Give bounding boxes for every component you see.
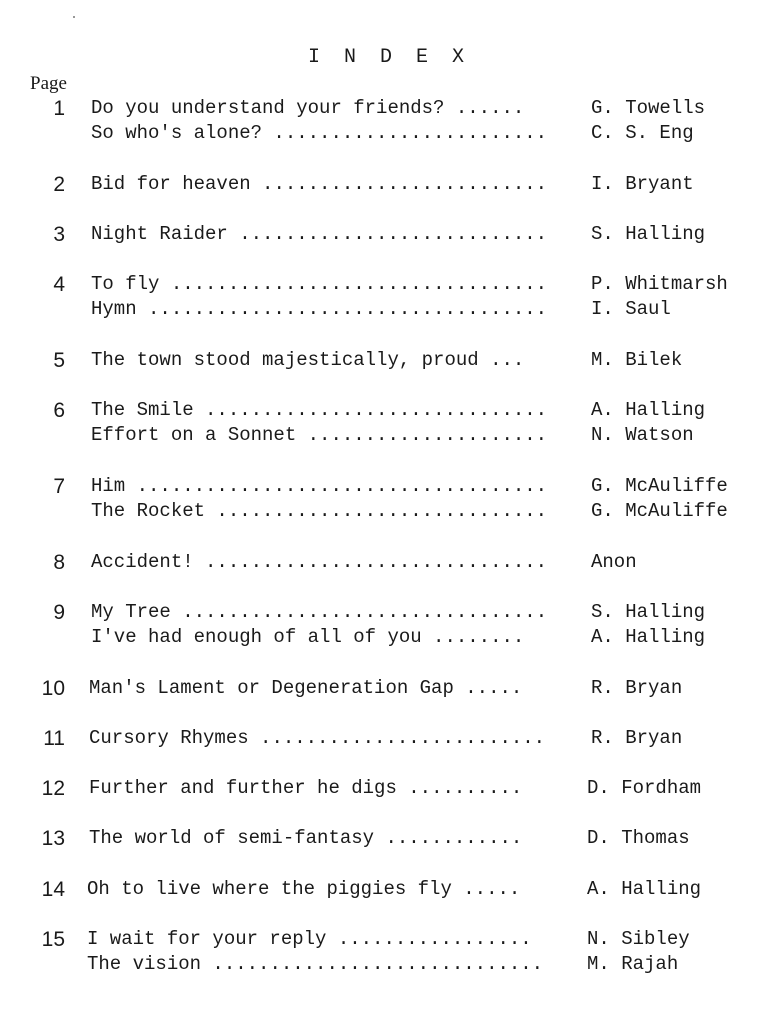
dot-leader: ................. [326, 928, 532, 950]
entry-author: M. Bilek [591, 349, 683, 371]
entry-title: The vision [87, 953, 202, 975]
dot-leader: .................................... [125, 475, 548, 497]
entry-title-line [91, 625, 524, 650]
dot-leader: ......................... [250, 173, 548, 195]
entry-title-line [87, 877, 520, 902]
index-title [0, 46, 772, 69]
dot-leader: .............................. [193, 399, 548, 421]
entry-title: Man's Lament or Degeneration Gap [89, 677, 454, 699]
entry-author: S. Halling [591, 223, 706, 245]
entry-title-line [91, 348, 524, 373]
entry-title-line [91, 600, 547, 625]
page-number: 8 [53, 551, 65, 574]
dot-leader: ........ [421, 626, 525, 648]
entry-title-line [91, 272, 547, 297]
page-number: 10 [41, 677, 65, 700]
entry-author: G. McAuliffe [591, 475, 728, 497]
entry-title-line [91, 121, 547, 146]
entry-author: D. Fordham [587, 777, 702, 799]
page-number: 2 [53, 173, 65, 196]
entry-author: A. Halling [591, 626, 706, 648]
entry-title: Effort on a Sonnet [91, 424, 297, 446]
entry-title: The town stood majestically, proud [91, 349, 479, 371]
dot-leader: ..... [453, 677, 523, 699]
entry-title-line [89, 676, 522, 701]
entry-title: The Smile [91, 399, 194, 421]
entry-title-line [91, 297, 547, 322]
entry-title-line [91, 172, 547, 197]
dot-leader: ......................... [248, 727, 546, 749]
entry-author: N. Sibley [587, 928, 690, 950]
page-number: 4 [53, 273, 65, 296]
entry-author: C. S. Eng [591, 122, 694, 144]
entry-author: N. Watson [591, 424, 694, 446]
entry-title: Oh to live where the piggies fly [87, 878, 452, 900]
entry-title: Bid for heaven [91, 173, 251, 195]
entry-title-line [91, 398, 547, 423]
entry-title-line [87, 952, 543, 977]
entry-title: I wait for your reply [87, 928, 327, 950]
entry-author: P. Whitmarsh [591, 273, 728, 295]
dot-leader: ... [478, 349, 525, 371]
entry-title-line [89, 726, 545, 751]
page-number: 12 [41, 777, 65, 800]
entry-title-line [89, 826, 522, 851]
entry-title: I've had enough of all of you [91, 626, 422, 648]
dot-leader: .......... [396, 777, 523, 799]
entry-title: So who's alone? [91, 122, 263, 144]
dot-leader: ................................. [159, 273, 548, 295]
entry-author: G. McAuliffe [591, 500, 728, 522]
dot-leader: .............................. [193, 551, 548, 573]
page-number: 9 [53, 601, 65, 624]
entry-title-line [91, 222, 547, 247]
page-column-label: Page [30, 73, 67, 94]
entry-title-line [91, 96, 524, 121]
entry-title: Night Raider [91, 223, 228, 245]
entry-title: Him [91, 475, 126, 497]
entry-author: M. Rajah [587, 953, 679, 975]
entry-author: S. Halling [591, 601, 706, 623]
entry-author: Anon [591, 551, 637, 573]
entry-title-line [91, 499, 547, 524]
page-number: 6 [53, 399, 65, 422]
page-number: 13 [41, 827, 65, 850]
entry-author: I. Bryant [591, 173, 694, 195]
entry-author: R. Bryan [591, 727, 683, 749]
entry-author: A. Halling [587, 878, 702, 900]
entry-author: I. Saul [591, 298, 671, 320]
entry-title: My Tree [91, 601, 171, 623]
dot-leader: ........................ [262, 122, 548, 144]
page-number: 7 [53, 475, 65, 498]
entry-author: G. Towells [591, 97, 706, 119]
dot-leader: ............ [374, 827, 523, 849]
entry-title: Cursory Rhymes [89, 727, 249, 749]
dot-leader: ...... [444, 97, 525, 119]
dot-leader: ............................. [201, 953, 544, 975]
entry-title-line [89, 776, 522, 801]
entry-title: Further and further he digs [89, 777, 397, 799]
dot-leader: ................................ [170, 601, 548, 623]
page-number: 15 [41, 928, 65, 951]
index-title-text: I N D E X [307, 46, 465, 69]
entry-title: Accident! [91, 551, 194, 573]
entry-title: To fly [91, 273, 160, 295]
entry-title: The Rocket [91, 500, 206, 522]
dot-leader: ................................... [136, 298, 548, 320]
page-number: 3 [53, 223, 65, 246]
entry-title-line [91, 550, 547, 575]
page-number: 5 [53, 349, 65, 372]
entry-title: Hymn [91, 298, 137, 320]
entry-title-line [91, 423, 547, 448]
entry-title: The world of semi-fantasy [89, 827, 375, 849]
entry-author: A. Halling [591, 399, 706, 421]
page-number: 11 [43, 727, 65, 750]
dot-leader: ..................... [296, 424, 548, 446]
page-number: 1 [53, 97, 65, 120]
dot-leader: ..... [451, 878, 521, 900]
dot-leader: ............................. [205, 500, 548, 522]
entry-title-line [91, 474, 547, 499]
entry-title-line [87, 927, 532, 952]
entry-author: R. Bryan [591, 677, 683, 699]
entry-author: D. Thomas [587, 827, 690, 849]
page-number: 14 [41, 878, 65, 901]
entry-title: Do you understand your friends? [91, 97, 445, 119]
paper-speck [73, 16, 75, 18]
dot-leader: ........................... [227, 223, 548, 245]
